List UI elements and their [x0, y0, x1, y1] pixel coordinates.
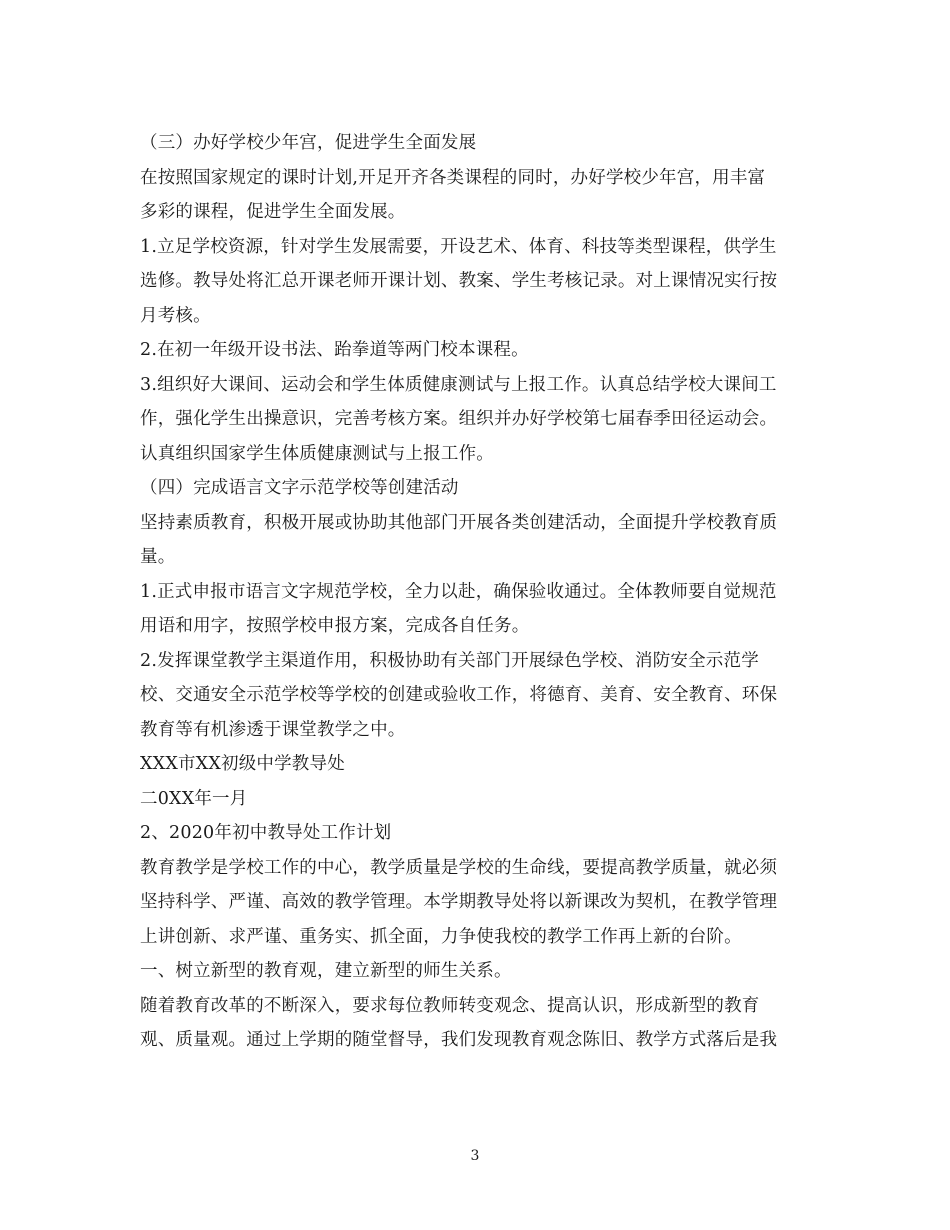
paragraph-line: 教育教学是学校工作的中心，教学质量是学校的生命线，要提高教学质量，就必须 [140, 857, 778, 878]
paragraph-line: 坚持科学、严谨、高效的教学管理。本学期教导处将以新课改为契机，在教学管理 [140, 892, 778, 912]
list-item-line: 教育等有机渗透于课堂教学之中。 [140, 719, 406, 740]
list-item-line: 2.发挥课堂教学主渠道作用，积极协助有关部门开展绿色学校、消防安全示范学 [140, 650, 759, 671]
paragraph-line: 量。 [140, 547, 176, 567]
paragraph-line: 观、质量观。通过上学期的随堂督导，我们发现教育观念陈旧、教学方式落后是我 [140, 1030, 778, 1050]
paragraph-line: 上讲创新、求严谨、重务实、抓全面，力争使我校的教学工作再上新的台阶。 [140, 926, 742, 947]
list-item-line: 认真组织国家学生体质健康测试与上报工作。 [140, 443, 494, 464]
paragraph-line: 坚持素质教育，积极开展或协助其他部门开展各类创建活动，全面提升学校教育质 [140, 512, 778, 533]
list-item-line: 3.组织好大课间、运动会和学生体质健康测试与上报工作。认真总结学校大课间工 [140, 374, 777, 395]
signature-office: XXX市XX初级中学教导处 [140, 754, 345, 774]
section-heading-3: （三）办好学校少年宫，促进学生全面发展 [140, 133, 477, 153]
list-item-line: 校、交通安全示范学校等学校的创建或验收工作，将德育、美育、安全教育、环保 [140, 685, 778, 705]
list-item-line: 1.正式申报市语言文字规范学校，全力以赴，确保验收通过。全体教师要自觉规范 [140, 581, 777, 602]
list-item-line: 月考核。 [140, 305, 211, 326]
list-item-line: 2.在初一年级开设书法、跆拳道等两门校本课程。 [140, 340, 529, 360]
section-heading-1: 一、树立新型的教育观，建立新型的师生关系。 [140, 961, 512, 981]
signature-date: 二0XX年一月 [140, 788, 248, 809]
paragraph-line: 在按照国家规定的课时计划,开足开齐各类课程的同时，办好学校少年宫，用丰富 [140, 167, 766, 188]
list-item-line: 选修。教导处将汇总开课老师开课计划、教案、学生考核记录。对上课情况实行按 [140, 271, 778, 291]
document-title-2: 2、2020年初中教导处工作计划 [140, 823, 392, 843]
section-heading-4: （四）完成语言文字示范学校等创建活动 [140, 478, 459, 498]
list-item-line: 1.立足学校资源，针对学生发展需要，开设艺术、体育、科技等类型课程，供学生 [140, 236, 777, 257]
page-number: 3 [470, 1148, 480, 1164]
document-body [140, 126, 820, 1058]
paragraph-line: 多彩的课程，促进学生全面发展。 [140, 202, 406, 222]
paragraph-line: 随着教育改革的不断深入，要求每位教师转变观念、提高认识，形成新型的教育 [140, 995, 760, 1016]
list-item-line: 作，强化学生出操意识，完善考核方案。组织并办好学校第七届春季田径运动会。 [140, 409, 778, 429]
list-item-line: 用语和用字，按照学校申报方案，完成各自任务。 [140, 616, 530, 636]
